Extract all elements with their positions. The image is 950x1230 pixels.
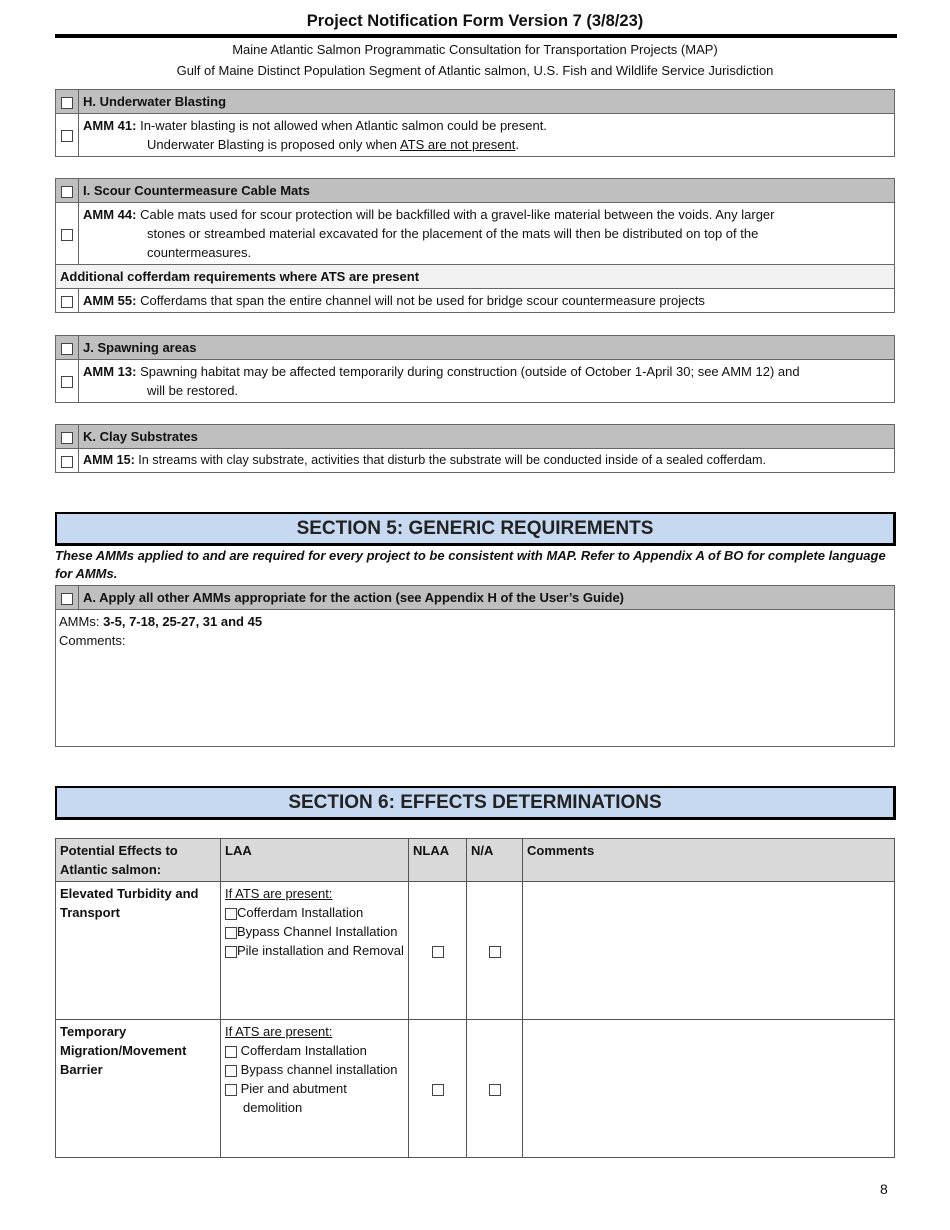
laa-option[interactable]: Cofferdam Installation [225,903,404,922]
comments-cell[interactable] [523,882,895,1020]
laa-condition: If ATS are present: [225,886,333,901]
amm41-note-underlined: ATS are not present [399,137,516,152]
laa-condition: If ATS are present: [225,1024,333,1039]
cofferdam-subheading: Additional cofferdam requirements where ATS are present [56,265,895,289]
section-k-heading: K. Clay Substrates [79,425,895,449]
form-title: Project Notification Form Version 7 (3/8/23) [306,12,644,30]
section-5-intro: These AMMs applied to and are required for every project to be consistent with MAP. Refer to Appendix A of BO for complete language for AMMs. [55,548,886,581]
amm41-label: AMM 41: [83,118,137,133]
section-j-table [55,335,895,403]
section-5a-checkbox[interactable] [56,586,79,610]
amms-value: 3-5, 7-18, 25-27, 31 and 45 [103,614,263,629]
laa-option[interactable]: Bypass Channel Installation [225,922,404,941]
section-i-heading: I. Scour Countermeasure Cable Mats [79,179,895,203]
amm55-label: AMM 55: [83,293,137,308]
amm44-text-2: stones or streambed material excavated for the placement of the mats will then be distributed on top of the [147,226,759,241]
section-h-table [55,89,895,157]
section-j-heading: J. Spawning areas [79,336,895,360]
nlaa-checkbox[interactable] [409,882,467,1020]
amm41-note: Underwater Blasting is proposed only when [147,137,400,152]
section-i-checkbox[interactable] [56,179,79,203]
section-5-table [55,585,895,747]
section-k-table [55,424,895,473]
nlaa-checkbox[interactable] [409,1020,467,1158]
amm41-note-end: . [515,137,519,152]
section-j-checkbox[interactable] [56,336,79,360]
table-row [56,1020,895,1158]
section-5-title: SECTION 5: GENERIC REQUIREMENTS [55,512,896,546]
col-header-na: N/A [467,839,523,882]
amms-label: AMMs: [59,614,104,629]
section-6-title: SECTION 6: EFFECTS DETERMINATIONS [55,786,896,820]
amm55-checkbox[interactable] [56,289,79,313]
section-h-heading: H. Underwater Blasting [79,90,895,114]
amm13-checkbox[interactable] [56,360,79,403]
laa-option[interactable]: Cofferdam Installation [225,1041,404,1060]
col-header-laa: LAA [221,839,409,882]
subtitle-2: Gulf of Maine Distinct Population Segment of Atlantic salmon, U.S. Fish and Wildlife Service Jurisdiction [176,63,774,78]
amm13-text: Spawning habitat may be affected temporarily during construction (outside of October 1-April 30; see AMM 12) and [140,364,800,379]
col-header-comments: Comments [523,839,895,882]
effects-table [55,838,895,1158]
amm15-text: In streams with clay substrate, activities that disturb the substrate will be conducted inside of a sealed cofferdam. [138,453,766,467]
amm44-label: AMM 44: [83,207,137,222]
col-header-effects: Potential Effects to Atlantic salmon: [56,839,221,882]
laa-option[interactable]: Pier and abutment demolition [225,1079,404,1117]
title-rule [55,34,897,38]
amm13-text-2: will be restored. [147,383,239,398]
effect-name: Temporary Migration/Movement Barrier [56,1020,221,1158]
amm44-text-3: countermeasures. [147,245,252,260]
na-checkbox[interactable] [467,882,523,1020]
laa-option[interactable]: Pile installation and Removal [225,941,404,960]
section-k-checkbox[interactable] [56,425,79,449]
section-i-table [55,178,895,313]
amm44-checkbox[interactable] [56,203,79,265]
comments-cell[interactable] [523,1020,895,1158]
section-5a-heading: A. Apply all other AMMs appropriate for the action (see Appendix H of the User’s Guide) [79,586,895,610]
na-checkbox[interactable] [467,1020,523,1158]
table-row [56,882,895,1020]
amm15-checkbox[interactable] [56,449,79,473]
laa-option[interactable]: Bypass channel installation [225,1060,404,1079]
subtitle-1: Maine Atlantic Salmon Programmatic Consultation for Transportation Projects (MAP) [232,42,718,57]
comments-label: Comments: [59,633,126,648]
col-header-nlaa: NLAA [409,839,467,882]
section-h-checkbox[interactable] [56,90,79,114]
page-number: 8 [880,1181,888,1197]
amm55-text: Cofferdams that span the entire channel will not be used for bridge scour countermeasure projects [140,293,705,308]
effect-name: Elevated Turbidity and Transport [56,882,221,1020]
amm44-text: Cable mats used for scour protection will be backfilled with a gravel-like material between the voids. Any larger [140,207,775,222]
amm41-text: In-water blasting is not allowed when Atlantic salmon could be present. [140,118,547,133]
amm15-label: AMM 15: [83,453,135,467]
amm41-checkbox[interactable] [56,114,79,157]
amm13-label: AMM 13: [83,364,137,379]
